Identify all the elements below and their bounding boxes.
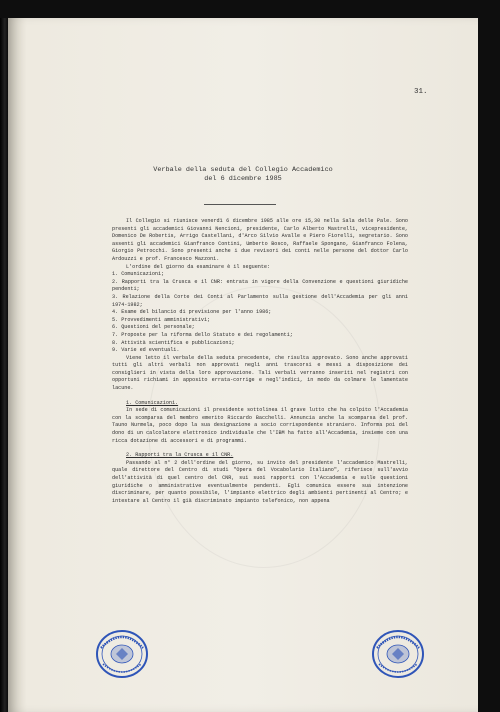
agenda-item-7: 7. Proposte per la riforma dello Statuto e dei regolamenti; (112, 331, 293, 338)
agenda-item-9: 9. Varie ed eventuali. (112, 347, 180, 354)
document-title (8, 166, 478, 183)
document-body (112, 218, 408, 505)
section-2-heading (112, 452, 408, 460)
academy-stamp-right (370, 628, 426, 680)
section-2-body: Passando al n° 2 dell'ordine del giorno, su invito del presidente l'accademico Mastrelli, quale direttore del Centro di studi "Opera del Vocabolario Italiano", riferisce sull'avvio dell'attività di quel centro del CNR, sui suoi rapporti con l'Accademia e sulle questioni giuridiche o amministrative eventualmente pendenti. Egli comunica essere sua intenzione discriminare, per quanto possibile, l'impianto elettrico degli ambienti pertinenti al Centro; e intestare al Centro il già discriminato impianto telefonico, non appena (112, 459, 408, 504)
minutes-paragraph: Viene letto il verbale della seduta precedente, che risulta approvato. Sono anche approvati tutti gli altri verbali non approvati negli anni trascorsi e messi a disposizione dei consiglieri in vista della loro approvazione. Tali verbali verranno inseriti nel registri con opportuni richiami in apposito errata-corrige e negl'indici, in modo da colmare le lamentate lacune. (112, 354, 408, 392)
section-2-title: 2. Rapporti tra la Crusca e il CNR. (126, 452, 234, 459)
intro-paragraph: Il Collegio si riunisce venerdì 6 dicembre 1985 alle ore 15,30 nella Sala delle Pale. Sono presenti gli accademici Giovanni Nencioni, presidente, Carlo Alberto Mastrelli, vicepresidente, Domenico De Robertis, Arrigo Castellani, d'Arco Silvio Avalle e Piero Fiorelli, segretario. Sono assenti gli accademici Gianfranco Contini, Umberto Bosco, Raffaele Spongano, Gianfranco Folena, Giorgio Petrocchi. Sono presenti anche i due revisori dei conti nelle persone del dottor Carlo Ardouzzi e prof. Francesco Mazzoni. (112, 218, 408, 262)
agenda-item-2: 2. Rapporti tra la Crusca e il CNR: entrata in vigore della Convenzione e questioni giuridiche pendenti; (112, 278, 408, 293)
title-line-1: Verbale della seduta del Collegio Accademico (153, 166, 333, 174)
document-page (8, 18, 478, 712)
title-divider (204, 204, 276, 205)
agenda-item-4: 4. Esame del bilancio di previsione per l'anno 1986; (112, 309, 272, 316)
title-line-2: del 6 dicembre 1985 (204, 174, 282, 183)
section-1-heading (112, 400, 408, 408)
agenda-intro: L'ordine del giorno da esaminare è il seguente: (126, 263, 271, 270)
section-1-body: In sede di comunicazioni il presidente sottolinea il grave lutto che ha colpito l'Accademia con la scomparsa del membro emerito Riccardo Bacchelli. Annuncia anche la scomparsa del prof. Tauno Nurmela, poco dopo la sua designazione a socio corrispondente straniero. Informa poi del dono di un calcolatore elettronico individuale che l'IBM ha fatto all'Accademia, insieme con una ricca dotazione di accessori e di programmi. (112, 407, 408, 444)
agenda-item-3: 3. Relazione della Corte dei Conti al Parlamento sulla gestione dell'Accademia per gli anni 1974-1982; (112, 293, 408, 308)
section-1-title: 1. Comunicazioni. (126, 399, 179, 406)
page-number: 31. (414, 88, 428, 96)
agenda-item-6: 6. Questioni del personale; (112, 324, 195, 331)
academy-stamp-left (94, 628, 150, 680)
agenda-item-8: 8. Attività scientifica e pubblicazioni; (112, 339, 235, 346)
agenda-item-5: 5. Provvedimenti amministrativi; (112, 316, 211, 323)
agenda-item-1: 1. Comunicazioni; (112, 271, 165, 278)
book-binding (0, 18, 8, 712)
